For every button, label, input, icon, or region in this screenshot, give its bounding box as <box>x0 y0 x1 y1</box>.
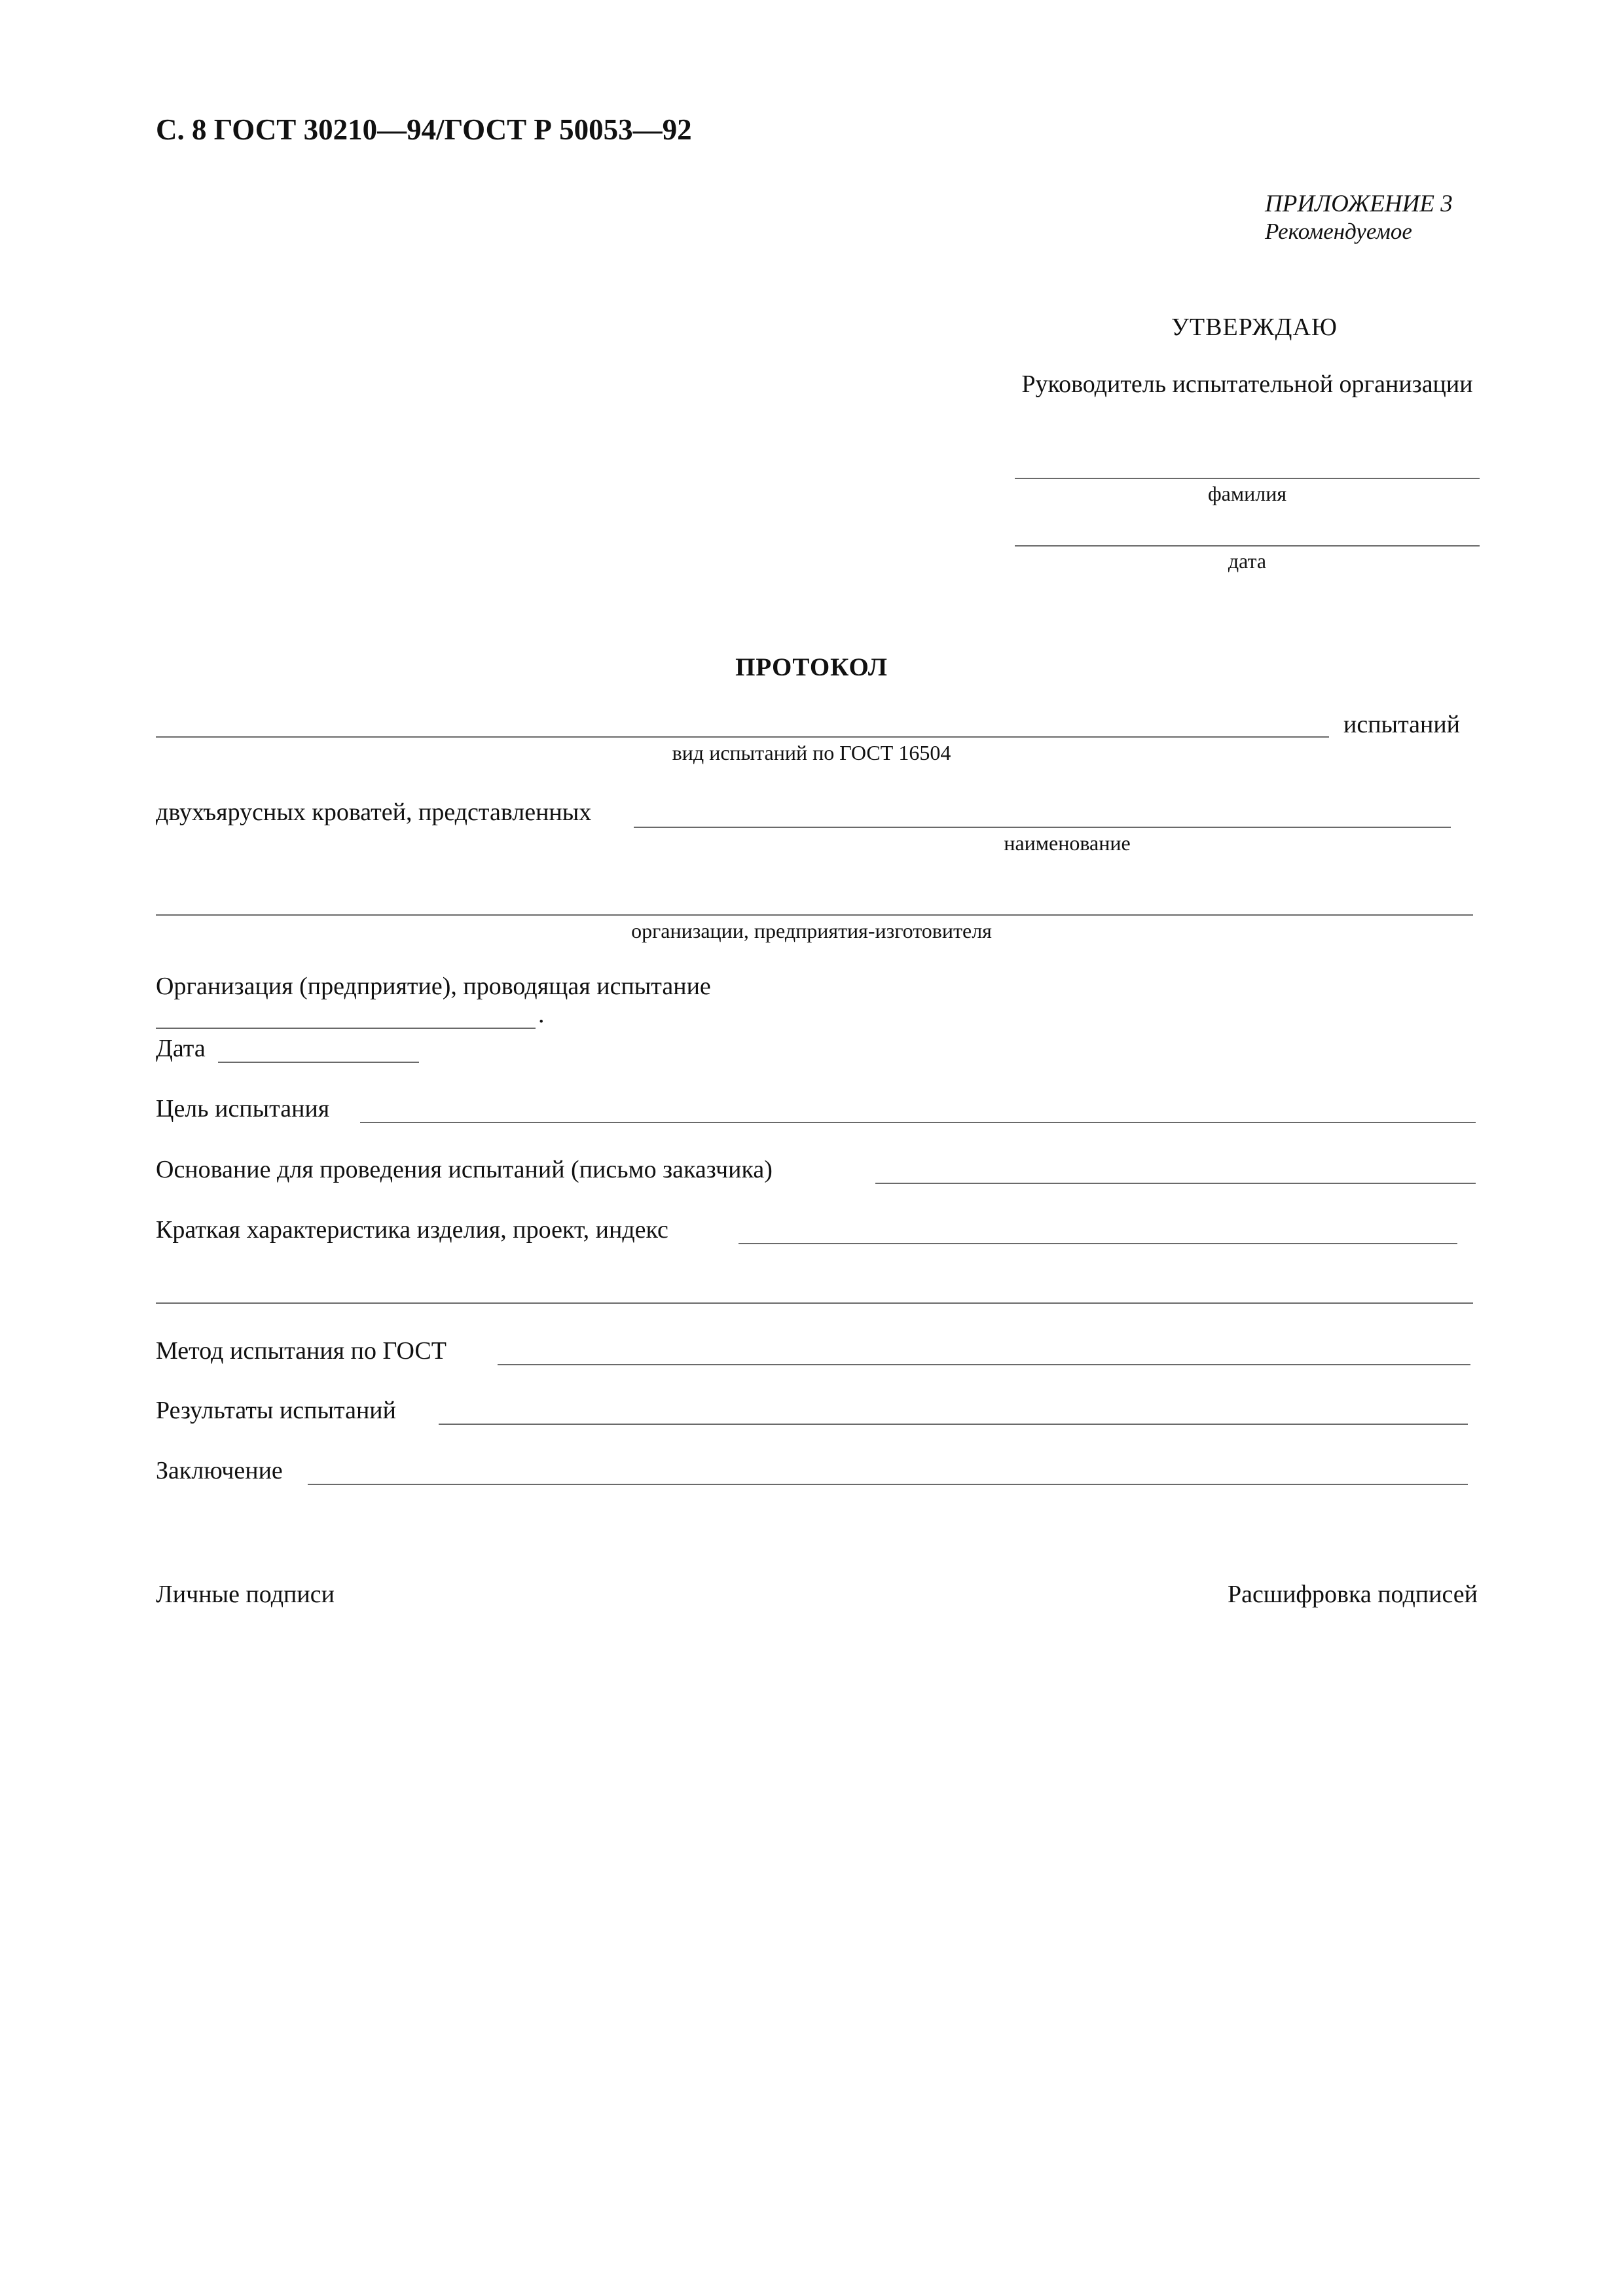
testing-org-line[interactable] <box>156 1028 536 1029</box>
manufacturer-caption: организации, предприятия-изготовителя <box>631 919 992 942</box>
surname-caption: фамилия <box>1207 482 1287 505</box>
manufacturer-line[interactable] <box>156 914 1473 916</box>
product-name-line[interactable] <box>634 827 1451 828</box>
results-line[interactable] <box>439 1424 1468 1425</box>
test-type-caption: вид испытаний по ГОСТ 16504 <box>672 741 951 764</box>
testing-org-dot: . <box>538 1001 545 1028</box>
head-title: Руководитель испытательной организации <box>1021 370 1473 398</box>
conclusion-label: Заключение <box>156 1457 283 1484</box>
test-type-line[interactable] <box>156 736 1329 738</box>
signature-decoding-label: Расшифровка подписей <box>1227 1581 1478 1608</box>
appendix-title: ПРИЛОЖЕНИЕ 3 <box>1265 190 1453 217</box>
basis-line[interactable] <box>875 1183 1476 1184</box>
test-date-line[interactable] <box>218 1062 419 1063</box>
document-title: ПРОТОКОЛ <box>735 653 888 681</box>
description-line[interactable] <box>739 1243 1457 1244</box>
page-header: С. 8 ГОСТ 30210—94/ГОСТ Р 50053—92 <box>156 113 692 146</box>
name-caption: наименование <box>1004 831 1131 855</box>
method-label: Метод испытания по ГОСТ <box>156 1337 447 1365</box>
method-line[interactable] <box>498 1364 1470 1365</box>
purpose-label: Цель испытания <box>156 1095 330 1122</box>
surname-line[interactable] <box>1015 478 1480 479</box>
description-label: Краткая характеристика изделия, проект, индекс <box>156 1216 668 1244</box>
conclusion-line[interactable] <box>308 1484 1468 1485</box>
purpose-line[interactable] <box>360 1122 1476 1123</box>
date-caption: дата <box>1228 549 1267 573</box>
testing-org-label: Организация (предприятие), проводящая испытание <box>156 973 711 1000</box>
personal-signatures-label: Личные подписи <box>156 1581 335 1608</box>
date-label: Дата <box>156 1035 206 1062</box>
results-label: Результаты испытаний <box>156 1397 396 1424</box>
description-line-2[interactable] <box>156 1302 1473 1304</box>
tests-word: испытаний <box>1343 711 1461 738</box>
bunk-beds-label: двухъярусных кроватей, представленных <box>156 798 592 826</box>
basis-label: Основание для проведения испытаний (письмо заказчика) <box>156 1156 773 1183</box>
date-line[interactable] <box>1015 545 1480 547</box>
appendix-status: Рекомендуемое <box>1265 219 1412 244</box>
approve-heading: УТВЕРЖДАЮ <box>1171 314 1338 341</box>
